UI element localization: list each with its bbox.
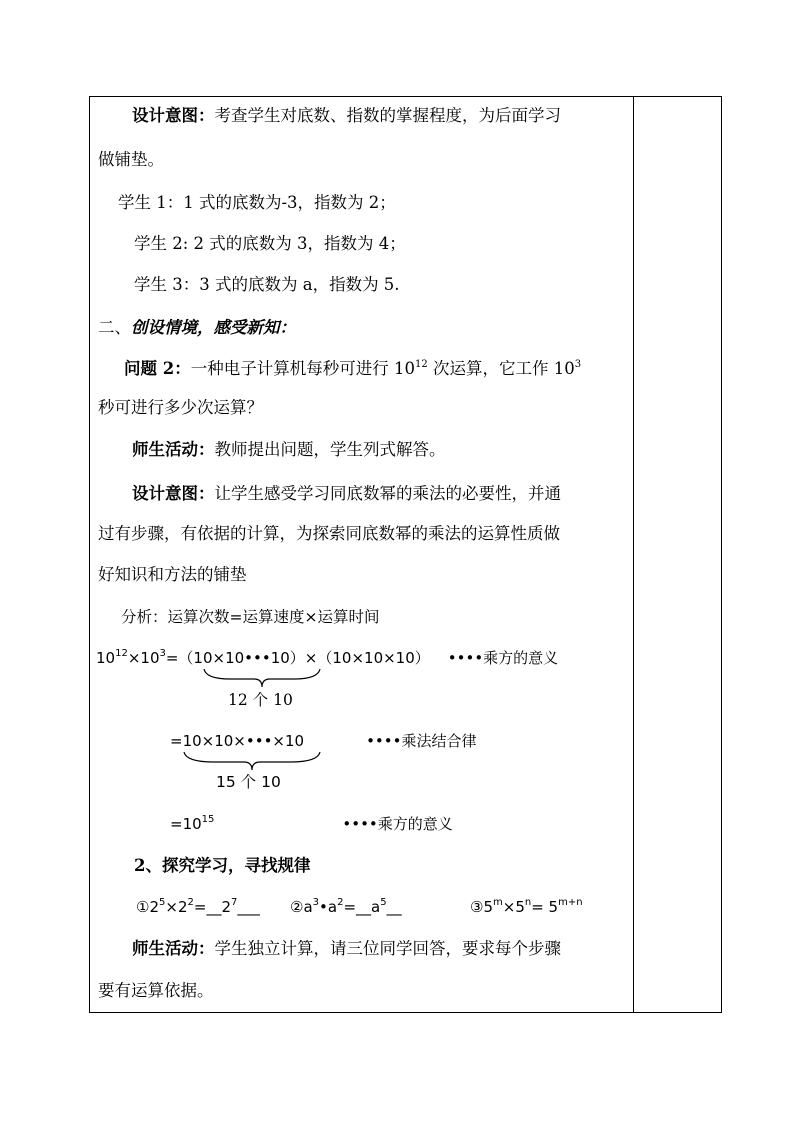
exercise-part: ___ [237, 898, 260, 916]
exercise-1 [136, 897, 260, 916]
question-text-b: 次运算，它工作 10 [427, 359, 575, 378]
section-number: 二、 [98, 318, 131, 337]
intent-1 [132, 108, 561, 125]
eq3-exp: 15 [201, 814, 215, 825]
exercise-exp: 5 [159, 897, 166, 908]
intent-2 [132, 486, 561, 503]
brace-2-label: 15 个 10 [216, 773, 281, 791]
brace-2 [180, 750, 324, 774]
intent-2-cont-2: 好知识和方法的铺垫 [98, 565, 247, 584]
equation-1 [96, 648, 559, 667]
activity-label: 师生活动： [132, 939, 215, 958]
question-exp-b: 3 [574, 359, 582, 370]
section-title: 创设情境，感受新知： [131, 318, 296, 337]
eq1-times: ×10 [127, 649, 160, 667]
eq2-note: ••••乘法结合律 [366, 732, 477, 750]
exercise-exp: m+n [558, 897, 583, 908]
exercise-part: =__2 [193, 898, 231, 916]
activity-1 [132, 442, 446, 459]
intent-text: 让学生感受学习同底数幂的乘法的必要性，并通 [214, 484, 561, 503]
eq2-text: =10×10×•••×10 [170, 732, 305, 750]
activity-label: 师生活动： [132, 440, 215, 459]
eq1-rhs: =（10×10•••10）×（10×10×10） [165, 649, 430, 667]
exercise-part: =__a [343, 898, 381, 916]
eq1-exp1: 12 [115, 648, 128, 659]
eq1-note: ••••乘方的意义 [447, 649, 559, 667]
exercise-exp: n [524, 897, 532, 908]
equation-3 [170, 814, 453, 833]
exercise-part: ③5 [470, 898, 493, 916]
exercise-2 [290, 897, 402, 916]
exercise-exp: 5 [380, 897, 387, 908]
brace-1-label: 12 个 10 [228, 691, 293, 709]
question-text-a: 一种电子计算机每秒可进行 10 [190, 359, 415, 378]
exercise-part: ①2 [136, 898, 159, 916]
student-1: 学生 1：1 式的底数为-3，指数为 2； [118, 193, 396, 212]
student-3: 学生 3：3 式的底数为 a，指数为 5. [134, 275, 400, 294]
question-exp-a: 12 [414, 359, 428, 370]
student-2: 学生 2: 2 式的底数为 3，指数为 4； [134, 234, 406, 253]
brace-1 [200, 667, 324, 691]
activity-text: 学生独立计算，请三位同学回答，要求每个步骤 [214, 939, 561, 958]
exercise-part: ×5 [502, 898, 525, 916]
exercise-exp: 7 [231, 897, 238, 908]
activity-2-cont: 要有运算依据。 [98, 981, 214, 1000]
explore-title: 2、探究学习，寻找规律 [134, 856, 311, 875]
intent-label: 设计意图： [132, 106, 215, 125]
exercise-part: •a [319, 898, 338, 916]
eq3-base: =10 [170, 815, 202, 833]
exercise-exp: 2 [337, 897, 344, 908]
analysis-line: 分析：运算次数=运算速度×运算时间 [121, 608, 380, 626]
exercise-part: ②a [290, 898, 313, 916]
exercise-part: ×2 [165, 898, 188, 916]
exercise-exp: m [493, 897, 503, 908]
activity-text: 教师提出问题，学生列式解答。 [214, 440, 446, 459]
exercise-part: = 5 [531, 898, 559, 916]
eq1-exp2: 3 [159, 648, 166, 659]
exercise-3 [470, 897, 583, 916]
exercise-part: __ [386, 898, 402, 916]
exercise-exp: 3 [312, 897, 320, 908]
eq1-base: 10 [96, 649, 116, 667]
intent-text: 考查学生对底数、指数的掌握程度，为后面学习 [214, 106, 561, 125]
exercise-exp: 2 [187, 897, 194, 908]
eq3-note: ••••乘方的意义 [342, 815, 453, 833]
question-label: 问题 2： [124, 359, 191, 378]
question-2 [124, 361, 581, 378]
question-2-cont: 秒可进行多少次运算？ [98, 398, 263, 417]
intent-label: 设计意图： [132, 484, 215, 503]
intent-2-cont-1: 过有步骤，有依据的计算，为探索同底数幂的乘法的运算性质做 [98, 524, 560, 543]
activity-2 [132, 941, 561, 958]
intent-1-cont: 做铺垫。 [98, 150, 164, 169]
equation-2 [170, 734, 476, 749]
section-heading [98, 320, 296, 337]
